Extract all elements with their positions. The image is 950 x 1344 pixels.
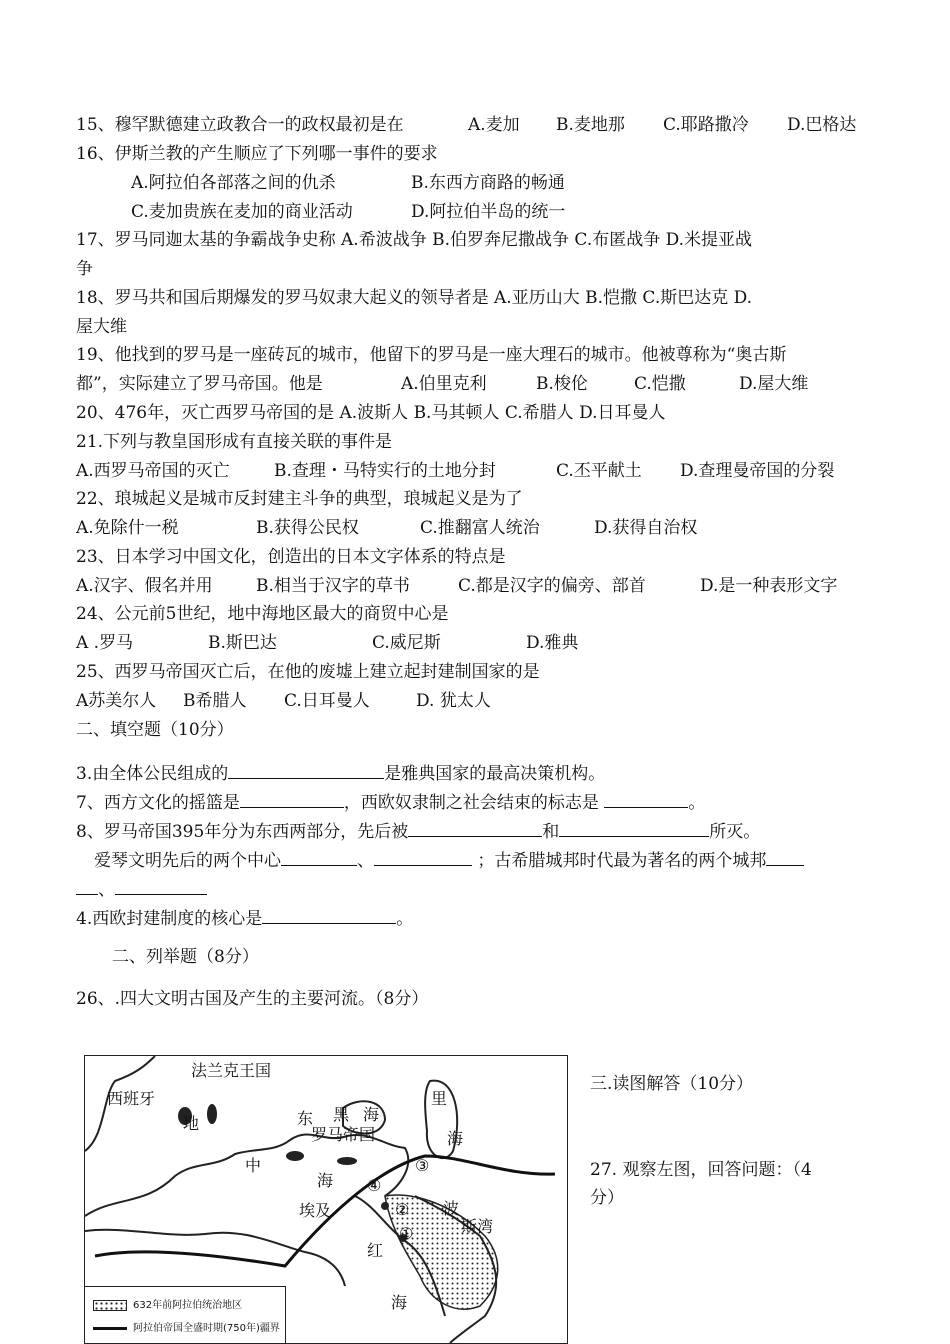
question-22-stem: 22、琅城起义是城市反封建主斗争的典型，琅城起义是为了 (76, 489, 523, 509)
fill-3 (76, 761, 605, 785)
question-23-options (76, 575, 838, 597)
q16-option-b: B.东西方商路的畅通 (411, 173, 565, 193)
q22-option-b: B.获得公民权 (256, 518, 359, 538)
question-25-options (76, 690, 491, 712)
fill-aegean-blank-3[interactable] (766, 848, 804, 866)
question-15 (76, 114, 857, 136)
q23-option-a: A.汉字、假名并用 (76, 576, 213, 596)
fill-aegean-blank-2[interactable] (374, 848, 472, 866)
question-16-row2 (131, 201, 566, 223)
map-marker-2: ② (395, 1200, 410, 1219)
map-label-egypt: 埃及 (299, 1201, 332, 1220)
fill-aegean-line2 (76, 877, 207, 901)
question-18-line1: 18、罗马共和国后期爆发的罗马奴隶大起义的领导者是 A.亚历山大 B.恺撒 C.斯巴达克 D. (76, 288, 753, 308)
fill-7-text-end: 。 (688, 793, 706, 813)
map-label-bo: 波 (443, 1199, 460, 1218)
q25-option-c: C.日耳曼人 (284, 691, 370, 711)
map-label-hai3: 海 (391, 1293, 408, 1312)
question-19-line1: 19、他找到的罗马是一座砖瓦的城市，他留下的罗马是一座大理石的城市。他被尊称为“奥古斯 (76, 345, 787, 365)
question-20: 20、476年，灭亡西罗马帝国的是 A.波斯人 B.马其顿人 C.希腊人 D.日耳曼人 (76, 403, 666, 423)
q24-option-b: B.斯巴达 (208, 633, 277, 653)
fill-7-blank-2[interactable] (604, 790, 688, 808)
q25-option-d: D. 犹太人 (416, 691, 491, 711)
q16-option-c: C.麦加贵族在麦加的商业活动 (131, 202, 353, 222)
map-label-rome: 罗马帝国 (311, 1125, 376, 1144)
question-19-line2 (76, 373, 809, 395)
q25-option-a: A苏美尔人 (76, 691, 157, 711)
map-label-li: 里 (431, 1089, 448, 1108)
q19-option-d: D.屋大维 (739, 374, 809, 394)
q22-option-d: D.获得自治权 (594, 518, 698, 538)
question-27-line1: 27. 观察左图，回答问题：（4 (590, 1160, 812, 1180)
map-marker-4: ④ (367, 1176, 382, 1195)
fill-4-text: 4.西欧封建制度的核心是 (76, 909, 263, 929)
q15-option-d: D.巴格达 (787, 115, 857, 135)
question-21-options (76, 460, 835, 482)
fill-8-blank-2[interactable] (559, 819, 709, 837)
map-marker-1: ① (399, 1224, 414, 1243)
q15-option-c: C.耶路撒冷 (663, 115, 749, 135)
legend-dotted-label: 632年前阿拉伯统治地区 (133, 1300, 243, 1311)
map-label-black1: 黑 (333, 1105, 350, 1124)
legend-dot-swatch (93, 1300, 127, 1311)
map-marker-3: ③ (415, 1156, 430, 1175)
read-heading: 三.读图解答（10分） (590, 1074, 754, 1094)
map-label-di: 地 (183, 1114, 200, 1133)
fill-3-text-end: 是雅典国家的最高决策机构。 (384, 764, 606, 784)
map-label-hai2: 海 (447, 1129, 464, 1148)
q23-option-c: C.都是汉字的偏旁、部首 (458, 576, 646, 596)
q25-option-b: B希腊人 (183, 691, 247, 711)
fill-4-blank[interactable] (262, 906, 396, 924)
fill-7-text-mid: ，西欧奴隶制之社会结束的标志是 (343, 793, 599, 813)
q22-option-a: A.免除什一税 (76, 518, 179, 538)
fill-aegean-blank-1[interactable] (281, 848, 357, 866)
q24-option-d: D.雅典 (526, 633, 579, 653)
map-legend (85, 1286, 286, 1344)
arab-empire-map (84, 1055, 568, 1344)
q21-option-b: B.查理・马特实行的土地分封 (274, 461, 496, 481)
q19-option-b: B.梭伦 (536, 374, 588, 394)
question-24-stem: 24、公元前5世纪，地中海地区最大的商贸中心是 (76, 604, 449, 624)
question-17-line1: 17、罗马同迦太基的争霸战争史称 A.希波战争 B.伯罗奔尼撒战争 C.布匿战争 D.米提亚战 (76, 230, 753, 250)
question-25-stem: 25、西罗马帝国灭亡后，在他的废墟上建立起封建制国家的是 (76, 662, 540, 682)
fill-aegean-sep: 、 (357, 851, 374, 871)
question-26: 26、.四大文明古国及产生的主要河流。（8分） (76, 989, 429, 1009)
map-label-spain: 西班牙 (107, 1089, 156, 1108)
fill-aegean-sep-2: 、 (98, 880, 115, 900)
map-label-hong: 红 (367, 1241, 384, 1260)
map-label-east: 东 (297, 1109, 314, 1128)
q16-option-d: D.阿拉伯半岛的统一 (411, 202, 566, 222)
fill-aegean-text: 爱琴文明先后的两个中心 (94, 851, 281, 871)
fill-8-text: 8、罗马帝国395年分为东西两部分，先后被 (76, 822, 409, 842)
fill-7-text: 7、西方文化的摇篮是 (76, 793, 240, 813)
fill-8-text-end: 所灭。 (709, 822, 761, 842)
q24-option-c: C.威尼斯 (372, 633, 441, 653)
question-18-line2: 屋大维 (76, 317, 127, 337)
fill-8 (76, 819, 760, 843)
question-16-stem: 16、伊斯兰教的产生顺应了下列哪一事件的要求 (76, 144, 438, 164)
fill-aegean (94, 848, 804, 872)
legend-row-border (93, 1319, 280, 1334)
q19-option-c: C.恺撒 (634, 374, 686, 394)
q19-stem: 都”，实际建立了罗马帝国。他是 (76, 374, 323, 394)
q24-option-a: A .罗马 (76, 633, 134, 653)
legend-row-dotted (93, 1296, 242, 1311)
q19-option-a: A.伯里克利 (401, 374, 487, 394)
q15-option-b: B.麦地那 (556, 115, 625, 135)
question-23-stem: 23、日本学习中国文化，创造出的日本文字体系的特点是 (76, 547, 506, 567)
fill-4 (76, 906, 413, 930)
q21-option-a: A.西罗马帝国的灭亡 (76, 461, 230, 481)
map-label-zhong: 中 (245, 1156, 262, 1175)
q21-option-d: D.查理曼帝国的分裂 (680, 461, 835, 481)
question-24-options (76, 632, 579, 654)
map-label-hai1: 海 (317, 1171, 334, 1190)
q21-option-c: C.丕平献土 (556, 461, 642, 481)
q23-option-d: D.是一种表形文字 (700, 576, 838, 596)
fill-aegean-blank-3-cont[interactable] (76, 877, 98, 895)
fill-3-blank[interactable] (228, 761, 384, 779)
q15-option-a: A.麦加 (468, 115, 520, 135)
fill-heading: 二、填空题（10分） (76, 720, 234, 740)
question-21-stem: 21.下列与教皇国形成有直接关联的事件是 (76, 432, 393, 452)
question-17-line2: 争 (76, 259, 93, 279)
list-heading: 二、列举题（8分） (112, 947, 259, 967)
question-27-line2: 分） (590, 1188, 624, 1208)
map-label-franks: 法兰克王国 (191, 1061, 272, 1080)
map-label-black2: 海 (363, 1105, 380, 1124)
fill-3-text: 3.由全体公民组成的 (76, 764, 229, 784)
fill-4-text-end: 。 (396, 909, 414, 929)
fill-7-blank-1[interactable] (240, 790, 344, 808)
fill-8-blank-1[interactable] (408, 819, 542, 837)
q22-option-c: C.推翻富人统治 (420, 518, 540, 538)
fill-7 (76, 790, 705, 814)
legend-border-label: 阿拉伯帝国全盛时期(750年)疆界 (133, 1323, 280, 1334)
q16-option-a: A.阿拉伯各部落之间的仇杀 (131, 173, 336, 193)
q23-option-b: B.相当于汉字的草书 (256, 576, 410, 596)
legend-line-swatch (93, 1327, 127, 1330)
fill-aegean-text-end: ；古希腊城邦时代最为著名的两个城邦 (477, 851, 767, 871)
question-22-options (76, 517, 698, 539)
fill-aegean-blank-4[interactable] (115, 877, 207, 895)
q15-stem: 15、穆罕默德建立政教合一的政权最初是在 (76, 115, 404, 135)
question-16-row1 (131, 172, 565, 194)
map-label-sihai: 斯湾 (461, 1217, 494, 1236)
fill-8-text-mid: 和 (542, 822, 560, 842)
